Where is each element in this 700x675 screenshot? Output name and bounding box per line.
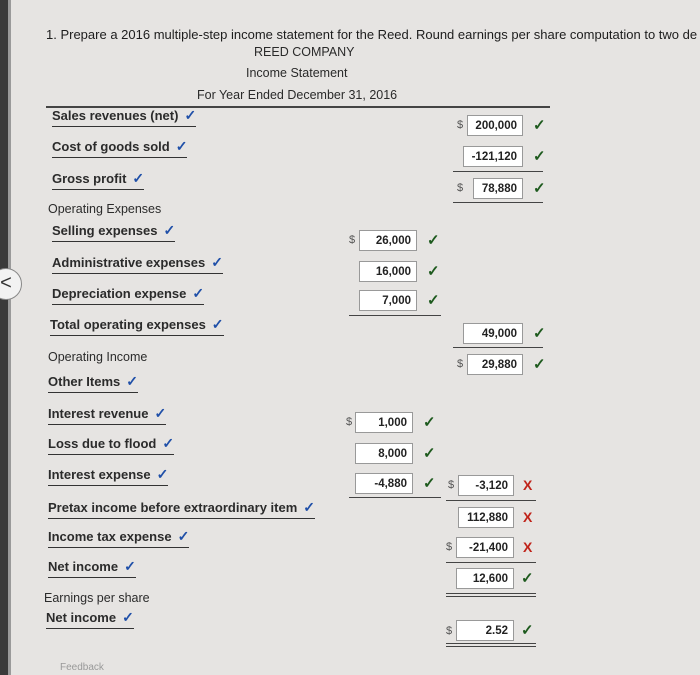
administrative-expenses-select[interactable] xyxy=(52,254,223,274)
incorrect-icon: X xyxy=(523,539,533,555)
gross-profit-select[interactable] xyxy=(52,170,144,190)
net-income-select[interactable] xyxy=(48,558,136,578)
selling-expenses-select[interactable] xyxy=(52,222,175,242)
administrative-expenses-label: Administrative expenses xyxy=(52,255,206,270)
operating-income-heading: Operating Income xyxy=(48,350,148,364)
subtotal-rule xyxy=(453,171,543,172)
correct-icon: ✓ xyxy=(427,292,440,309)
check-icon: ✓ xyxy=(163,222,176,238)
subtotal-rule xyxy=(349,315,441,316)
operating-expenses-heading: Operating Expenses xyxy=(48,202,162,216)
administrative-expenses-input[interactable]: 16,000 xyxy=(359,261,417,282)
dollar-sign: $ xyxy=(349,234,356,246)
subtotal-rule xyxy=(453,202,543,203)
correct-icon: ✓ xyxy=(533,325,546,342)
check-icon: ✓ xyxy=(156,466,169,482)
pretax-income-input[interactable]: 112,880 xyxy=(458,507,514,528)
subtotal-rule xyxy=(446,562,536,563)
check-icon: ✓ xyxy=(162,435,175,451)
sales-revenues-label: Sales revenues (net) xyxy=(52,108,179,123)
depreciation-expense-select[interactable] xyxy=(52,285,204,305)
operating-income-input[interactable]: 29,880 xyxy=(467,354,523,375)
check-icon: ✓ xyxy=(211,254,223,270)
other-items-label: Other Items xyxy=(48,374,121,389)
depreciation-expense-input[interactable]: 7,000 xyxy=(359,290,417,311)
dollar-sign: $ xyxy=(346,416,353,428)
cost-of-goods-sold-label: Cost of goods sold xyxy=(52,139,170,154)
check-icon: ✓ xyxy=(184,107,197,123)
total-operating-expenses-label: Total operating expenses xyxy=(50,317,206,332)
income-tax-expense-input[interactable]: -21,400 xyxy=(456,537,514,558)
cost-of-goods-sold-input[interactable]: -121,120 xyxy=(463,146,523,167)
total-double-rule-bottom xyxy=(446,646,536,647)
dollar-sign: $ xyxy=(446,541,453,553)
correct-icon: ✓ xyxy=(521,622,534,639)
dollar-sign: $ xyxy=(457,358,464,370)
statement-period: For Year Ended December 31, 2016 xyxy=(197,88,398,102)
total-operating-expenses-select[interactable] xyxy=(50,316,224,336)
correct-icon: ✓ xyxy=(423,414,436,431)
total-double-rule-top xyxy=(446,593,536,594)
back-arrow-icon[interactable]: < xyxy=(0,268,22,300)
incorrect-icon: X xyxy=(523,477,533,493)
check-icon: ✓ xyxy=(132,170,145,186)
selling-expenses-label: Selling expenses xyxy=(52,223,158,238)
dollar-sign: $ xyxy=(448,479,455,491)
gross-profit-label: Gross profit xyxy=(52,171,127,186)
correct-icon: ✓ xyxy=(521,570,534,587)
sales-revenues-select[interactable] xyxy=(52,107,196,127)
check-icon: ✓ xyxy=(303,499,315,515)
loss-due-to-flood-select[interactable] xyxy=(48,435,174,455)
correct-icon: ✓ xyxy=(533,356,546,373)
eps-net-income-label: Net income xyxy=(46,610,117,625)
subtotal-rule xyxy=(446,500,536,501)
interest-revenue-select[interactable] xyxy=(48,405,166,425)
correct-icon: ✓ xyxy=(423,445,436,462)
dollar-sign: $ xyxy=(457,119,464,131)
pretax-income-label: Pretax income before extraordinary item xyxy=(48,500,298,515)
total-double-rule-bottom xyxy=(446,596,536,597)
loss-due-to-flood-input[interactable]: 8,000 xyxy=(355,443,413,464)
correct-icon: ✓ xyxy=(533,117,546,134)
dollar-sign: $ xyxy=(457,182,464,194)
sales-revenues-input[interactable]: 200,000 xyxy=(467,115,523,136)
check-icon: ✓ xyxy=(154,405,167,421)
subtotal-rule xyxy=(453,347,543,348)
interest-revenue-label: Interest revenue xyxy=(48,406,149,421)
check-icon: ✓ xyxy=(192,285,205,301)
check-icon: ✓ xyxy=(124,558,136,574)
total-double-rule-top xyxy=(446,643,536,644)
interest-expense-input[interactable]: -4,880 xyxy=(355,473,413,494)
correct-icon: ✓ xyxy=(533,180,546,197)
subtotal-rule xyxy=(349,497,441,498)
company-name: REED COMPANY xyxy=(254,45,355,59)
check-icon: ✓ xyxy=(126,373,138,389)
left-window-edge-highlight xyxy=(8,0,11,675)
earnings-per-share-heading: Earnings per share xyxy=(44,591,150,605)
dollar-sign: $ xyxy=(446,625,453,637)
check-icon: ✓ xyxy=(177,528,190,544)
income-tax-expense-label: Income tax expense xyxy=(48,529,172,544)
eps-net-income-input[interactable]: 2.52 xyxy=(456,620,514,641)
incorrect-icon: X xyxy=(523,509,533,525)
statement-title: Income Statement xyxy=(246,66,348,80)
cost-of-goods-sold-select[interactable] xyxy=(52,138,187,158)
other-items-total-input[interactable]: -3,120 xyxy=(458,475,514,496)
check-icon: ✓ xyxy=(175,138,188,154)
income-tax-expense-select[interactable] xyxy=(48,528,189,548)
correct-icon: ✓ xyxy=(533,148,546,165)
check-icon: ✓ xyxy=(122,609,134,625)
net-income-input[interactable]: 12,600 xyxy=(456,568,514,589)
eps-net-income-select[interactable] xyxy=(46,609,134,629)
total-operating-expenses-input[interactable]: 49,000 xyxy=(463,323,523,344)
selling-expenses-input[interactable]: 26,000 xyxy=(359,230,417,251)
pretax-income-select[interactable] xyxy=(48,499,315,519)
depreciation-expense-label: Depreciation expense xyxy=(52,286,187,301)
correct-icon: ✓ xyxy=(423,475,436,492)
interest-revenue-input[interactable]: 1,000 xyxy=(355,412,413,433)
question-prompt: 1. Prepare a 2016 multiple-step income statement for the Reed. Round earnings per share computation to two de xyxy=(46,27,698,42)
loss-due-to-flood-label: Loss due to flood xyxy=(48,436,157,451)
correct-icon: ✓ xyxy=(427,232,440,249)
correct-icon: ✓ xyxy=(427,263,440,280)
check-icon: ✓ xyxy=(211,316,224,332)
other-items-select[interactable] xyxy=(48,373,138,393)
feedback-link[interactable]: Feedback xyxy=(60,662,104,673)
left-window-edge xyxy=(0,0,8,675)
net-income-label: Net income xyxy=(48,559,119,574)
interest-expense-select[interactable] xyxy=(48,466,168,486)
interest-expense-label: Interest expense xyxy=(48,467,151,482)
gross-profit-input[interactable]: 78,880 xyxy=(473,178,523,199)
